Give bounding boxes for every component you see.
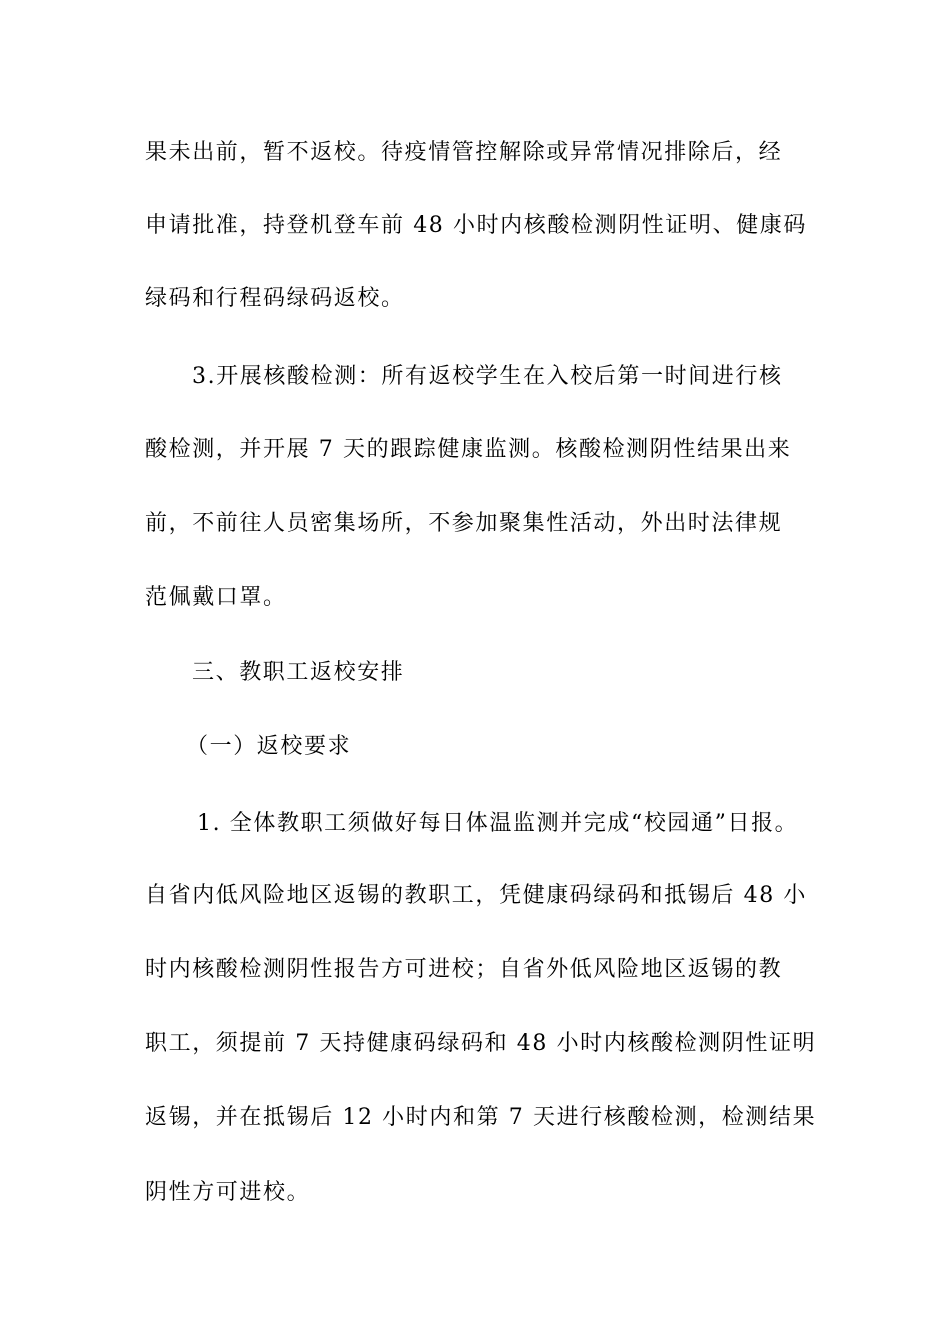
paragraph-line: 3.开展核酸检测：所有返校学生在入校后第一时间进行核 bbox=[192, 364, 783, 389]
paragraph-line: 范佩戴口罩。 bbox=[145, 585, 287, 610]
paragraph-line: 返锡，并在抵锡后 12 小时内和第 7 天进行核酸检测，检测结果 bbox=[145, 1105, 817, 1130]
paragraph-line: 申请批准，持登机登车前 48 小时内核酸检测阴性证明、健康码 bbox=[145, 213, 807, 238]
paragraph-line: 自省内低风险地区返锡的教职工，凭健康码绿码和抵锡后 48 小 bbox=[145, 883, 807, 908]
paragraph-line: 前，不前往人员密集场所，不参加聚集性活动，外出时法律规 bbox=[145, 511, 783, 536]
paragraph-line: 时内核酸检测阴性报告方可进校；自省外低风险地区返锡的教 bbox=[145, 957, 783, 982]
subsection-heading: （一）返校要求 bbox=[186, 734, 352, 759]
paragraph-line: 1. 全体教职工须做好每日体温监测并完成“校园通”日报。 bbox=[197, 811, 799, 836]
paragraph-line: 果未出前，暂不返校。待疫情管控解除或异常情况排除后，经 bbox=[145, 140, 783, 165]
section-heading: 三、教职工返校安排 bbox=[192, 660, 405, 685]
paragraph-line: 绿码和行程码绿码返校。 bbox=[145, 286, 405, 311]
paragraph-line: 酸检测，并开展 7 天的跟踪健康监测。核酸检测阴性结果出来 bbox=[145, 437, 792, 462]
paragraph-line: 阴性方可进校。 bbox=[145, 1180, 311, 1205]
paragraph-line: 职工，须提前 7 天持健康码绿码和 48 小时内核酸检测阴性证明 bbox=[145, 1031, 817, 1056]
